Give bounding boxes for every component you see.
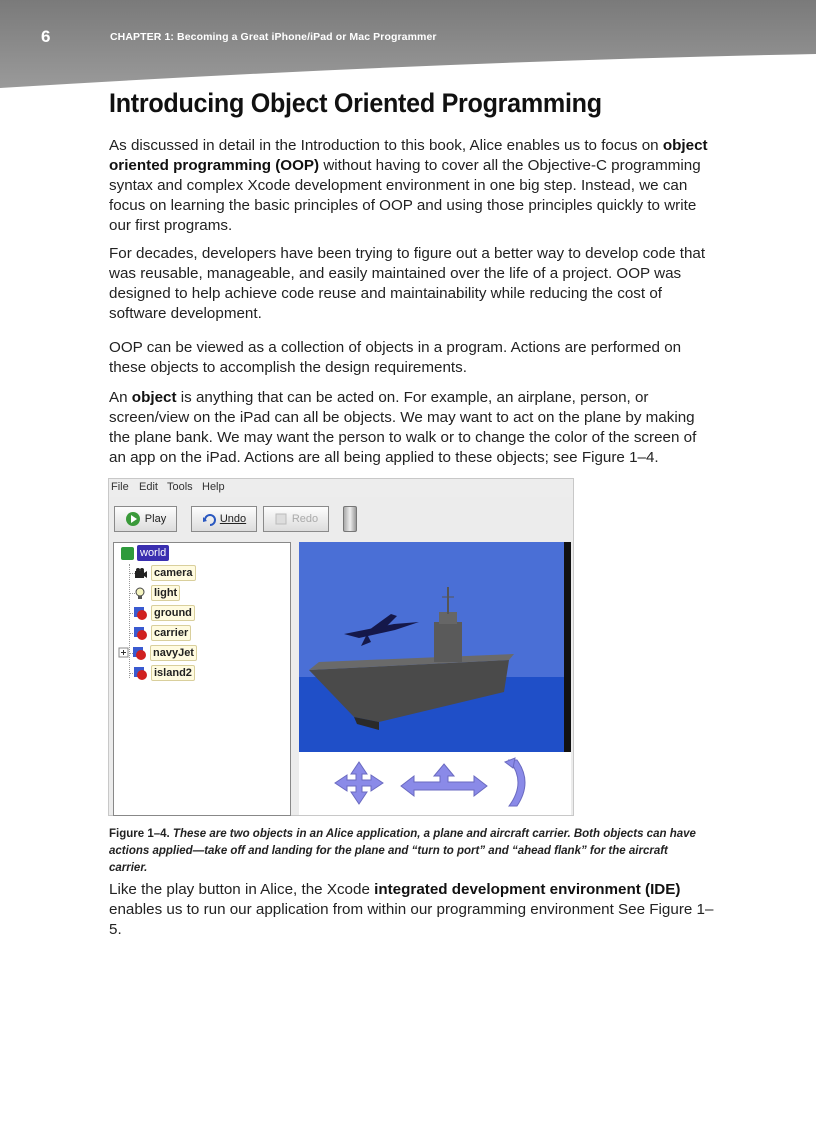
tree-item-light[interactable]: light (134, 585, 180, 601)
chapter-title: CHAPTER 1: Becoming a Great iPhone/iPad or Mac Programmer (110, 31, 437, 43)
scene-illustration (299, 542, 571, 752)
ide-term: integrated development environment (IDE) (374, 881, 681, 898)
object-icon (134, 667, 148, 680)
page-header (0, 0, 816, 90)
scene-viewport[interactable] (299, 542, 571, 752)
camera-icon (134, 567, 148, 580)
tilt-arrows-icon[interactable] (401, 764, 487, 796)
oop-term: object oriented programming (OOP) (109, 137, 708, 174)
move-arrows-icon[interactable] (335, 762, 383, 804)
object-icon (134, 627, 148, 640)
paragraph-1: As discussed in detail in the Introduction to this book, Alice enables us to focus on object oriented programming (OOP) without having to cover all the Objective-C programming syntax and complex Xcode development environment in one big step. Instead, we can focus on learning the basic principles of OOP and using those principles quickly to write our first programs. (109, 137, 708, 234)
tree-item-navyjet[interactable]: navyJet (118, 645, 197, 661)
tree-item-island2[interactable]: island2 (134, 665, 195, 681)
play-icon (125, 511, 141, 527)
paragraph-5: Like the play button in Alice, the Xcode integrated development environment (IDE) enables us to run our application from within our programming environment See Figure 1–5. (109, 881, 714, 938)
undo-icon (202, 512, 216, 526)
camera-controls (299, 752, 571, 815)
rotate-icon[interactable] (505, 758, 525, 806)
figure-caption (109, 826, 709, 877)
paragraph-3: OOP can be viewed as a collection of objects in a program. Actions are performed on these objects to accomplish the design requirements. (109, 339, 682, 376)
figure-label: Figure 1–4. (109, 828, 170, 840)
caption-text: These are two objects in an Alice application, a plane and aircraft carrier. Both objects can have actions applied—take off and landing for the plane and “turn to port” and “ahead flank” for the aircraft carrier. (109, 828, 696, 874)
menu-help[interactable]: Help (202, 481, 225, 493)
object-icon (134, 607, 148, 620)
tree-item-carrier[interactable]: carrier (134, 625, 191, 641)
redo-icon (274, 512, 288, 526)
object-tree (113, 542, 291, 816)
object-term: object (131, 389, 177, 406)
page-number: 6 (41, 27, 51, 46)
figure-alice-screenshot (108, 478, 574, 816)
carrier-island (434, 622, 462, 662)
menu-file[interactable]: File (111, 481, 129, 493)
tree-item-world[interactable]: world (121, 545, 169, 561)
play-button[interactable]: Play (114, 506, 177, 532)
paragraph-2: For decades, developers have been trying to figure out a better way to develop code that was reusable, manageable, and easily maintained over the life of a project. OOP was designed to help achieve code reuse and maintainability while reducing the cost of software development. (109, 245, 706, 322)
paragraph-4: An object is anything that can be acted on. For example, an airplane, person, or screen/view on the iPad can all be objects. We may want to act on the plane by making the plane bank. We may want the person to walk or to change the color of the screen of an app on the iPad. Actions are all being applied to these objects; see Figure 1–4. (109, 389, 697, 466)
tree-item-camera[interactable]: camera (134, 565, 196, 581)
globe-icon (121, 547, 134, 560)
lightbulb-icon (134, 587, 148, 600)
undo-button[interactable]: Undo (191, 506, 257, 532)
menu-bar (109, 479, 573, 497)
tree-item-ground[interactable]: ground (134, 605, 195, 621)
object-icon (133, 647, 147, 660)
header-band (0, 0, 816, 90)
menu-edit[interactable]: Edit (139, 481, 158, 493)
trash-icon[interactable] (343, 506, 357, 532)
redo-button[interactable]: Redo (263, 506, 329, 532)
menu-tools[interactable]: Tools (167, 481, 193, 493)
expand-icon[interactable] (118, 647, 130, 659)
section-title: Introducing Object Oriented Programming (109, 88, 602, 118)
